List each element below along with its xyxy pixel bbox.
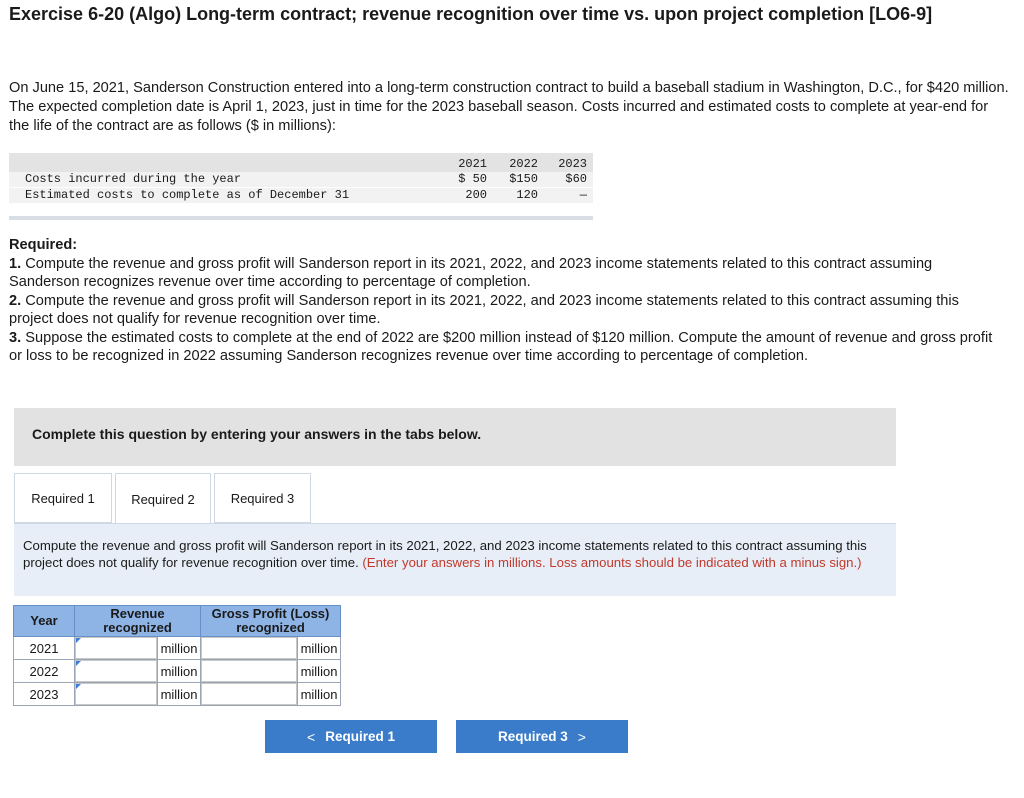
year-cell: 2021	[14, 637, 75, 660]
unit-label: million	[298, 683, 341, 706]
panel-instructions	[23, 537, 883, 571]
cell-value: —	[579, 188, 587, 202]
required-item-2: 2. Compute the revenue and gross profit will Sanderson report in its 2021, 2022, and 2023 income statements related to this contract assuming this project does not qualify for revenue recognition over time.	[9, 292, 959, 327]
year-header-2021: 2021	[458, 157, 487, 171]
revenue-2021-input[interactable]	[75, 637, 157, 659]
required-heading: Required:	[9, 237, 78, 253]
year-column-header: Year	[14, 606, 75, 637]
revenue-column-header: Revenue recognized	[75, 606, 201, 637]
revenue-2022-input[interactable]	[75, 660, 157, 682]
answer-table-header	[14, 606, 341, 637]
banner-text: Complete this question by entering your answers in the tabs below.	[32, 426, 482, 442]
problem-intro: On June 15, 2021, Sanderson Construction entered into a long-term construction contract to build a baseball stadium in Washington, D.C., for $420 million. The expected completion date is April 1, 2023, just in time for the 2023 baseball season. Costs incurred and estimated costs to complete at year-end for the life of the contract are as follows ($ in millions):	[9, 80, 1009, 134]
row-label: Costs incurred during the year	[25, 172, 242, 186]
required-item-3: 3. Suppose the estimated costs to complete at the end of 2022 are $200 million instead of $120 million. Compute the amount of revenue and gross profit or loss to be recognized in 2022 assuming Sanderson recognizes revenue over time according to percentage of completion.	[9, 329, 993, 364]
panel-text: Compute the revenue and gross profit will Sanderson report in its 2021, 2022, and 2023 income statements related to this contract assuming this project does not qualify for revenue recognition over time.	[23, 538, 867, 570]
tab-required-2[interactable]: Required 2	[115, 473, 211, 525]
unit-label: million	[298, 637, 341, 660]
year-cell: 2023	[14, 683, 75, 706]
exercise-title: Exercise 6-20 (Algo) Long-term contract; revenue recognition over time vs. upon project completion [LO6-9]	[9, 4, 933, 24]
previous-required-button[interactable]	[265, 720, 437, 753]
gross-profit-2022-input[interactable]	[201, 660, 297, 682]
gross-profit-2021-input[interactable]	[201, 637, 297, 659]
estimated-costs-row	[9, 188, 593, 203]
tab-required-1[interactable]: Required 1	[14, 473, 112, 523]
table-row	[14, 683, 341, 706]
unit-label: million	[158, 683, 201, 706]
tab-required-3[interactable]: Required 3	[214, 473, 311, 523]
gross-profit-2023-input[interactable]	[201, 683, 297, 705]
cell-value: $150	[509, 172, 538, 186]
chevron-left-icon: <	[307, 728, 316, 745]
cell-value: 120	[516, 188, 538, 202]
cell-value: 200	[465, 188, 487, 202]
chevron-right-icon: >	[577, 728, 586, 745]
year-cell: 2022	[14, 660, 75, 683]
gross-profit-column-header: Gross Profit (Loss) recognized	[201, 606, 341, 637]
input-flag-icon	[76, 638, 81, 643]
previous-button-label: Required 1	[325, 729, 395, 744]
next-required-button[interactable]	[456, 720, 628, 753]
unit-label: million	[158, 637, 201, 660]
question-panel	[14, 523, 896, 596]
cell-value: $60	[565, 172, 587, 186]
table-row	[14, 637, 341, 660]
row-label: Estimated costs to complete as of December 31	[25, 188, 350, 202]
revenue-2023-input[interactable]	[75, 683, 157, 705]
costs-incurred-row	[9, 172, 593, 187]
input-flag-icon	[76, 684, 81, 689]
costs-table	[9, 153, 593, 220]
instructions-banner	[14, 408, 896, 466]
next-button-label: Required 3	[498, 729, 568, 744]
input-flag-icon	[76, 661, 81, 666]
costs-table-header	[9, 157, 593, 172]
year-header-2022: 2022	[509, 157, 538, 171]
required-item-1: 1. Compute the revenue and gross profit will Sanderson report in its 2021, 2022, and 2023 income statements related to this contract assuming Sanderson recognizes revenue over time according to percentage of completion.	[9, 255, 933, 290]
required-section	[9, 236, 999, 366]
unit-label: million	[298, 660, 341, 683]
year-header-2023: 2023	[558, 157, 587, 171]
table-row	[14, 660, 341, 683]
answer-table	[13, 605, 341, 706]
unit-label: million	[158, 660, 201, 683]
panel-hint: (Enter your answers in millions. Loss amounts should be indicated with a minus sign.)	[362, 555, 862, 570]
cell-value: $ 50	[458, 172, 487, 186]
